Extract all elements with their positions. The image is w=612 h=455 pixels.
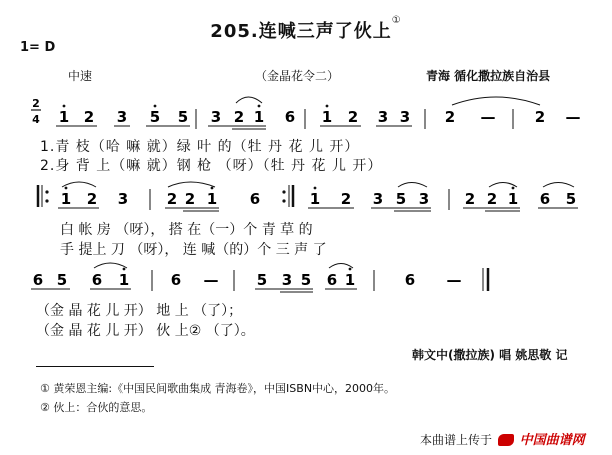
note: 2 bbox=[340, 190, 352, 208]
note: 6 bbox=[284, 108, 296, 126]
note: 5 bbox=[565, 190, 577, 208]
note: — bbox=[203, 271, 219, 289]
note: 5 bbox=[256, 271, 268, 289]
note: 6 bbox=[91, 271, 103, 289]
note: 3 bbox=[377, 108, 389, 126]
notation-line-2 bbox=[0, 177, 612, 219]
note: 1 bbox=[253, 108, 265, 126]
note: 1 bbox=[60, 190, 72, 208]
note: 5 bbox=[395, 190, 407, 208]
note: — bbox=[565, 108, 581, 126]
lyric-line-1-verse-1: 1.青 枝（哈 嘛 就）绿 叶 的（牡 丹 花 儿 开） bbox=[40, 139, 360, 155]
note: 2 bbox=[233, 108, 245, 126]
note: 5 bbox=[300, 271, 312, 289]
note: 2 bbox=[166, 190, 178, 208]
note: 6 bbox=[32, 271, 44, 289]
watermark-prefix: 本曲谱上传于 bbox=[420, 433, 493, 447]
watermark-logo-icon bbox=[498, 434, 514, 446]
note: 2 bbox=[444, 108, 456, 126]
note: 1 bbox=[507, 190, 519, 208]
footnote-1: ① 黄荣恩主编:《中国民间歌曲集成 青海卷》，中国ISBN中心，2000年。 bbox=[40, 382, 396, 395]
note: 1 bbox=[58, 108, 70, 126]
key-signature: 1= D bbox=[20, 40, 56, 55]
note: 6 bbox=[539, 190, 551, 208]
note: 2 bbox=[83, 108, 95, 126]
note: 6 bbox=[326, 271, 338, 289]
note: 1 bbox=[344, 271, 356, 289]
note: 3 bbox=[117, 190, 129, 208]
note: — bbox=[446, 271, 462, 289]
note: 1 bbox=[321, 108, 333, 126]
note: 3 bbox=[116, 108, 128, 126]
subtitle: （金晶花令二） bbox=[255, 69, 340, 83]
note: 1 bbox=[309, 190, 321, 208]
note: 5 bbox=[177, 108, 189, 126]
note: 3 bbox=[210, 108, 222, 126]
note: 1 bbox=[206, 190, 218, 208]
lyric-line-3-verse-1: （金 晶 花 儿 开） 地 上 （了）； bbox=[36, 303, 243, 319]
note: 3 bbox=[281, 271, 293, 289]
title-footnote-mark: ① bbox=[391, 15, 402, 26]
time-sig-bottom: 4 bbox=[32, 113, 40, 126]
lyric-line-2-verse-2: 手 提上 刀 （呀）， 连 喊（的）个 三 声 了 bbox=[60, 242, 327, 258]
tempo-marking: 中速 bbox=[68, 69, 93, 83]
footnote-2: ② 伙上：合伙的意思。 bbox=[40, 401, 153, 414]
lyric-line-1-verse-2: 2.身 背 上（嘛 就）钢 枪 （呀）（牡 丹 花 儿 开） bbox=[40, 158, 383, 174]
note: 2 bbox=[184, 190, 196, 208]
note: 6 bbox=[404, 271, 416, 289]
note: 2 bbox=[464, 190, 476, 208]
notation-line-1 bbox=[0, 85, 612, 135]
watermark-site: 中国曲谱网 bbox=[519, 433, 585, 448]
note: 3 bbox=[372, 190, 384, 208]
lyric-line-2-verse-1: 白 帐 房 （呀）， 搭 在（一）个 青 草 的 bbox=[60, 222, 313, 238]
notation-line-3 bbox=[0, 258, 612, 300]
note: 5 bbox=[56, 271, 68, 289]
note: — bbox=[480, 108, 496, 126]
note: 1 bbox=[118, 271, 130, 289]
note: 2 bbox=[534, 108, 546, 126]
song-title-text: 205.连喊三声了伙上 bbox=[210, 21, 392, 42]
note: 6 bbox=[170, 271, 182, 289]
note: 5 bbox=[149, 108, 161, 126]
song-title bbox=[0, 17, 612, 43]
note: 2 bbox=[86, 190, 98, 208]
note: 3 bbox=[399, 108, 411, 126]
performer-credits: 韩文中(撒拉族) 唱 姚思敬 记 bbox=[412, 348, 568, 362]
lyric-line-3-verse-2: （金 晶 花 儿 开） 伙 上② （了）。 bbox=[36, 323, 255, 339]
region: 青海 循化撒拉族自治县 bbox=[426, 69, 551, 83]
watermark bbox=[420, 429, 585, 448]
note: 2 bbox=[347, 108, 359, 126]
time-sig-top: 2 bbox=[32, 97, 40, 110]
note: 3 bbox=[418, 190, 430, 208]
note: 2 bbox=[486, 190, 498, 208]
footnote-divider bbox=[36, 366, 154, 367]
note: 6 bbox=[249, 190, 261, 208]
